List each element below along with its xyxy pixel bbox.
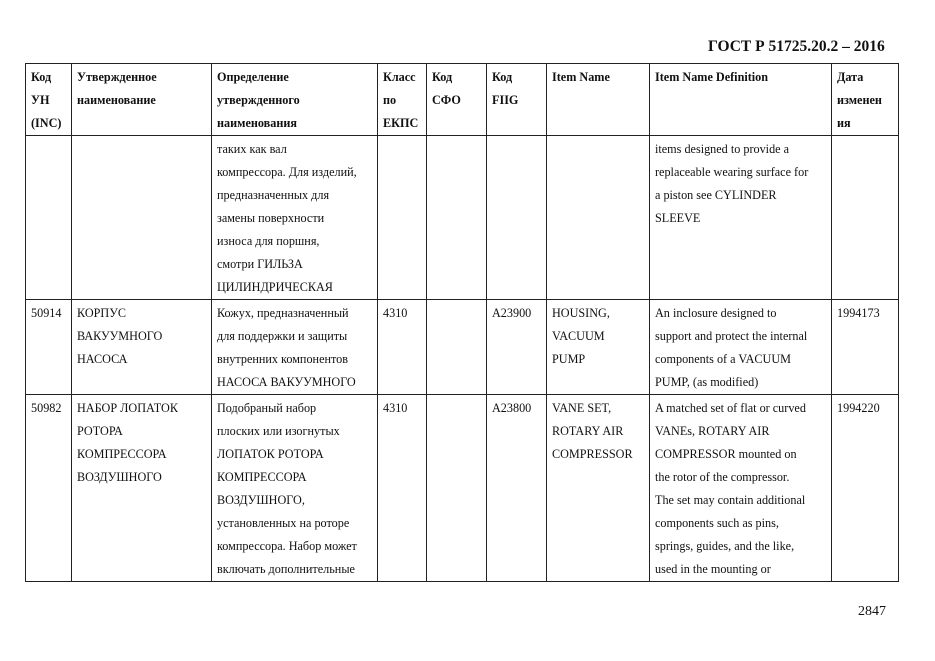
table-row (26, 395, 899, 582)
catalog-table (25, 63, 899, 582)
cell-class (378, 136, 427, 300)
cell-inc: 50982 (26, 395, 72, 582)
cell-item-name: HOUSING, VACUUM PUMP (547, 300, 650, 395)
cell-approved-name: НАБОР ЛОПАТОК РОТОРА КОМПРЕССОРА ВОЗДУШНОГО (72, 395, 212, 582)
col-header-item-name: Item Name (547, 64, 650, 136)
cell-approved-name: КОРПУС ВАКУУМНОГО НАСОСА (72, 300, 212, 395)
cell-item-name (547, 136, 650, 300)
col-header-fiig: Код FIIG (487, 64, 547, 136)
cell-definition: таких как вал компрессора. Для изделий, предназначенных для замены поверхности износа для поршня, смотри ГИЛЬЗА ЦИЛИНДРИЧЕСКАЯ (212, 136, 378, 300)
cell-class: 4310 (378, 395, 427, 582)
cell-sfo (427, 300, 487, 395)
cell-item-definition: items designed to provide a replaceable wearing surface for a piston see CYLINDER SLEEVE (650, 136, 832, 300)
col-header-approved-name: Утвержденное наименование (72, 64, 212, 136)
cell-class: 4310 (378, 300, 427, 395)
col-header-sfo: Код СФО (427, 64, 487, 136)
cell-approved-name (72, 136, 212, 300)
cell-date (832, 136, 899, 300)
cell-date: 1994220 (832, 395, 899, 582)
cell-definition: Кожух, предназначенный для поддержки и защиты внутренних компонентов НАСОСА ВАКУУМНОГО (212, 300, 378, 395)
cell-fiig: A23800 (487, 395, 547, 582)
table-row (26, 300, 899, 395)
cell-inc (26, 136, 72, 300)
col-header-date: Дата изменен ия (832, 64, 899, 136)
cell-fiig: A23900 (487, 300, 547, 395)
col-header-inc: Код УН (INC) (26, 64, 72, 136)
col-header-item-definition: Item Name Definition (650, 64, 832, 136)
cell-item-name: VANE SET, ROTARY AIR COMPRESSOR (547, 395, 650, 582)
cell-sfo (427, 395, 487, 582)
document-id: ГОСТ Р 51725.20.2 – 2016 (708, 38, 885, 55)
table-row (26, 136, 899, 300)
cell-fiig (487, 136, 547, 300)
page-number: 2847 (858, 604, 886, 619)
col-header-definition: Определение утвержденного наименования (212, 64, 378, 136)
cell-sfo (427, 136, 487, 300)
header-row (26, 64, 899, 136)
cell-inc: 50914 (26, 300, 72, 395)
col-header-class: Класс по ЕКПС (378, 64, 427, 136)
cell-item-definition: An inclosure designed to support and protect the internal components of a VACUUM PUMP, (as modified) (650, 300, 832, 395)
cell-date: 1994173 (832, 300, 899, 395)
cell-definition: Подобраный набор плоских или изогнутых ЛОПАТОК РОТОРА КОМПРЕССОРА ВОЗДУШНОГО, установленных на роторе компрессора. Набор может включать дополнительные (212, 395, 378, 582)
cell-item-definition: A matched set of flat or curved VANEs, ROTARY AIR COMPRESSOR mounted on the rotor of the compressor. The set may contain additional components such as pins, springs, guides, and the like, used in the mounting or (650, 395, 832, 582)
